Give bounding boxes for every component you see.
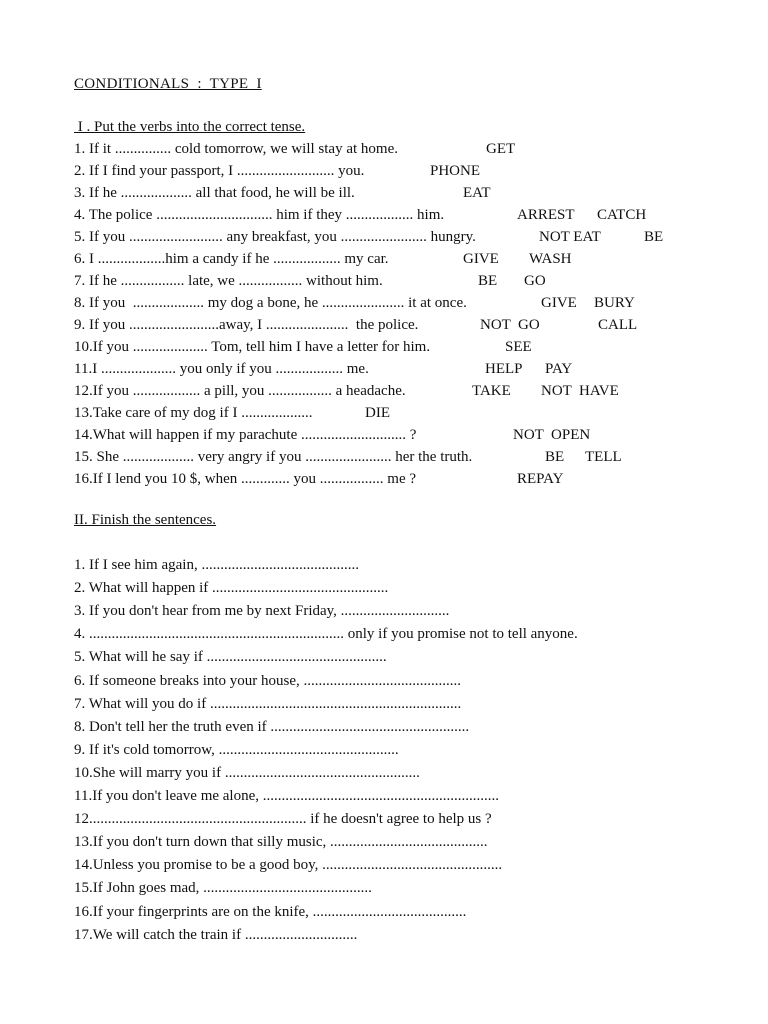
finish-sentence-item: 16.If your fingerprints are on the knife, ......................................... xyxy=(74,903,467,920)
finish-sentence-item: 15.If John goes mad, ............................................. xyxy=(74,880,372,897)
finish-sentence-item: 1. If I see him again, .......................................... xyxy=(74,557,359,573)
verb-cue: GET xyxy=(486,141,516,157)
page-title: CONDITIONALS : TYPE I xyxy=(74,76,262,92)
exercise-item: 1. If it ............... cold tomorrow, we will stay at home. xyxy=(74,141,398,157)
exercise-item: 14.What will happen if my parachute ............................ ? xyxy=(74,427,417,443)
verb-cue: BE xyxy=(644,229,664,245)
section-2-heading: II. Finish the sentences. xyxy=(74,512,217,528)
verb-cue: NOT HAVE xyxy=(541,383,619,399)
verb-cue: REPAY xyxy=(517,471,564,487)
finish-sentence-item: 4. .................................................................... only if you promise not to tell anyone. xyxy=(74,626,578,643)
section-1-heading: I . Put the verbs into the correct tense. xyxy=(74,119,306,135)
exercise-item: 15. She ................... very angry if you ....................... her the truth. xyxy=(74,449,473,465)
verb-cue: WASH xyxy=(529,251,572,267)
exercise-item: 13.Take care of my dog if I ................... xyxy=(74,405,313,421)
verb-cue: ARREST xyxy=(517,207,575,223)
verb-cue: NOT EAT xyxy=(539,229,601,245)
finish-sentence-item: 8. Don't tell her the truth even if ..................................................... xyxy=(74,718,470,735)
finish-sentence-item: 12.......................................................... if he doesn't agree to help us ? xyxy=(74,811,492,828)
verb-cue: PHONE xyxy=(430,163,481,179)
finish-sentence-item: 7. What will you do if ................................................................... xyxy=(74,695,462,712)
verb-cue: NOT OPEN xyxy=(513,427,591,443)
exercise-item: 7. If he ................. late, we ................. without him. xyxy=(74,273,383,289)
exercise-item: 5. If you ......................... any breakfast, you ....................... hungry. xyxy=(74,229,476,245)
finish-sentence-item: 6. If someone breaks into your house, .......................................... xyxy=(74,672,462,689)
exercise-item: 2. If I find your passport, I .......................... you. xyxy=(74,163,365,179)
verb-cue: CATCH xyxy=(597,207,647,223)
finish-sentence-item: 3. If you don't hear from me by next Friday, ............................. xyxy=(74,603,450,620)
verb-cue: EAT xyxy=(463,185,491,201)
verb-cue: DIE xyxy=(365,405,390,421)
finish-sentence-item: 13.If you don't turn down that silly music, .......................................... xyxy=(74,834,488,851)
verb-cue: BURY xyxy=(594,295,635,311)
exercise-item: 10.If you .................... Tom, tell him I have a letter for him. xyxy=(74,339,431,355)
exercise-item: 3. If he ................... all that food, he will be ill. xyxy=(74,185,355,201)
verb-cue: GIVE xyxy=(463,251,499,267)
verb-cue: NOT GO xyxy=(480,317,540,333)
exercise-item: 4. The police ............................... him if they .................. him. xyxy=(74,207,445,223)
verb-cue: GIVE xyxy=(541,295,577,311)
verb-cue: BE xyxy=(545,449,565,465)
exercise-item: 6. I ..................him a candy if he .................. my car. xyxy=(74,251,389,267)
finish-sentence-item: 9. If it's cold tomorrow, ................................................ xyxy=(74,741,399,758)
exercise-item: 8. If you ................... my dog a bone, he ...................... it at once. xyxy=(74,295,467,311)
verb-cue: SEE xyxy=(505,339,532,355)
verb-cue: BE xyxy=(478,273,498,289)
finish-sentence-item: 10.She will marry you if .................................................... xyxy=(74,764,420,781)
finish-sentence-item: 17.We will catch the train if .............................. xyxy=(74,926,358,943)
verb-cue: HELP xyxy=(485,361,523,377)
exercise-item: 11.I .................... you only if you .................. me. xyxy=(74,361,369,377)
exercise-item: 9. If you ........................away, I ...................... the police. xyxy=(74,317,419,333)
exercise-item: 16.If I lend you 10 $, when ............. you ................. me ? xyxy=(74,471,417,487)
verb-cue: TAKE xyxy=(472,383,511,399)
verb-cue: CALL xyxy=(598,317,638,333)
finish-sentence-item: 11.If you don't leave me alone, ............................................................... xyxy=(74,788,500,804)
verb-cue: TELL xyxy=(585,449,622,465)
exercise-item: 12.If you .................. a pill, you ................. a headache. xyxy=(74,383,406,399)
finish-sentence-item: 5. What will he say if ................................................ xyxy=(74,649,387,666)
verb-cue: GO xyxy=(524,273,546,289)
verb-cue: PAY xyxy=(545,361,573,377)
finish-sentence-item: 14.Unless you promise to be a good boy, ................................................ xyxy=(74,857,503,874)
finish-sentence-item: 2. What will happen if ............................................... xyxy=(74,580,389,597)
